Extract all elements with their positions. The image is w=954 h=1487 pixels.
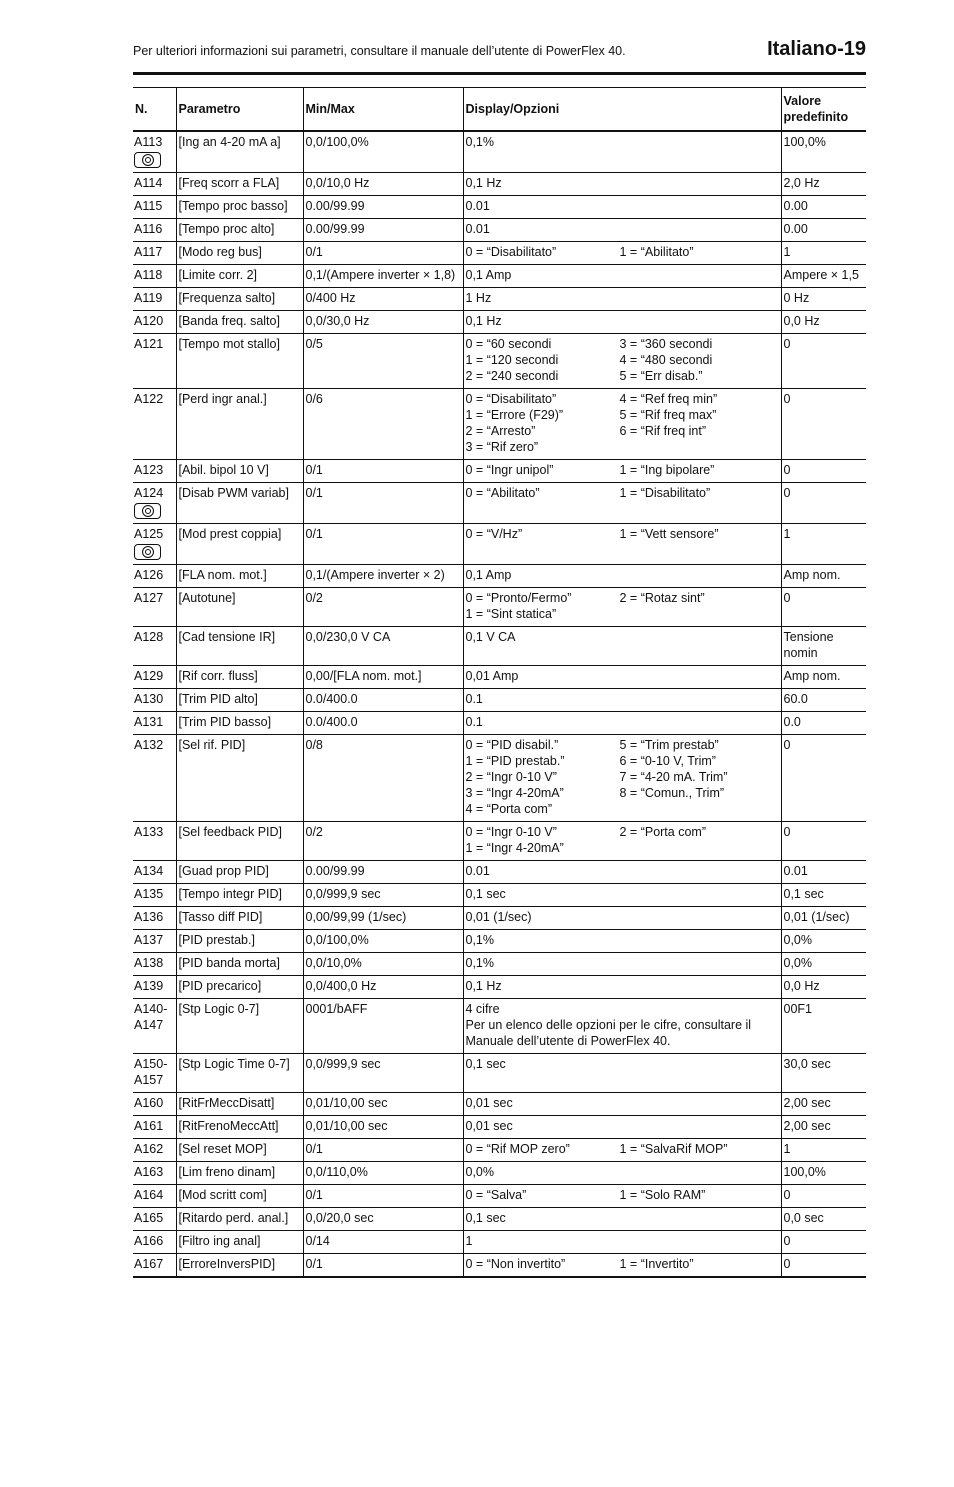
option-item: 7 = “4-20 mA. Trim” — [619, 770, 728, 784]
param-default: Amp nom. — [781, 666, 866, 689]
param-display: 0,1 sec — [463, 1208, 781, 1231]
param-name: [PID prestab.] — [176, 930, 303, 953]
param-number: A166 — [133, 1231, 176, 1254]
param-minmax: 0.00/99.99 — [303, 219, 463, 242]
param-name: [RitFrenoMeccAtt] — [176, 1116, 303, 1139]
param-default: 1 — [781, 524, 866, 565]
option-item: 5 = “Err disab.” — [619, 369, 703, 383]
param-name: [Frequenza salto] — [176, 288, 303, 311]
options-list — [466, 1187, 779, 1203]
option-item: 0 = “Pronto/Fermo” — [465, 591, 572, 605]
param-minmax: 0,0/100,0% — [303, 131, 463, 173]
col-header-no: N. — [133, 88, 176, 132]
param-number: A164 — [133, 1185, 176, 1208]
param-number: A123 — [133, 460, 176, 483]
param-display — [463, 1185, 781, 1208]
param-minmax: 0/1 — [303, 1139, 463, 1162]
param-name: [Modo reg bus] — [176, 242, 303, 265]
param-number: A132 — [133, 735, 176, 822]
param-display: 0,1 Amp — [463, 565, 781, 588]
param-default: 1 — [781, 1139, 866, 1162]
param-minmax: 0.0/400.0 — [303, 689, 463, 712]
param-minmax: 0/1 — [303, 1254, 463, 1278]
table-row — [133, 1116, 866, 1139]
param-minmax: 0,0/230,0 V CA — [303, 627, 463, 666]
param-minmax: 0.0/400.0 — [303, 712, 463, 735]
options-list — [466, 526, 779, 542]
table-row — [133, 907, 866, 930]
param-display: 0,01 sec — [463, 1093, 781, 1116]
param-name: [Sel rif. PID] — [176, 735, 303, 822]
param-display: 1 Hz — [463, 288, 781, 311]
table-row — [133, 884, 866, 907]
param-default: 0 — [781, 588, 866, 627]
param-display — [463, 588, 781, 627]
param-number: A134 — [133, 861, 176, 884]
param-name: [Trim PID alto] — [176, 689, 303, 712]
page-number: Italiano-19 — [767, 38, 866, 60]
options-list — [466, 737, 779, 817]
keypad-icon — [134, 503, 161, 519]
param-name: [Trim PID basso] — [176, 712, 303, 735]
param-number: A118 — [133, 265, 176, 288]
param-minmax: 0,1/(Ampere inverter × 1,8) — [303, 265, 463, 288]
table-row — [133, 265, 866, 288]
option-item — [620, 606, 779, 622]
param-display: 0,1% — [463, 930, 781, 953]
param-minmax: 0/1 — [303, 524, 463, 565]
options-list — [466, 590, 779, 622]
param-display — [463, 735, 781, 822]
param-number: A127 — [133, 588, 176, 627]
param-default: Amp nom. — [781, 565, 866, 588]
param-display — [463, 1254, 781, 1278]
option-item: 0 = “Abilitato” — [465, 486, 540, 500]
table-row — [133, 627, 866, 666]
keypad-icon — [134, 544, 161, 560]
param-default: 0 — [781, 334, 866, 389]
param-number: A121 — [133, 334, 176, 389]
param-name: [Abil. bipol 10 V] — [176, 460, 303, 483]
param-display — [463, 483, 781, 524]
param-name: [Lim freno dinam] — [176, 1162, 303, 1185]
param-number: A119 — [133, 288, 176, 311]
param-minmax: 0.00/99.99 — [303, 196, 463, 219]
param-display: 0,1 sec — [463, 884, 781, 907]
param-name: [Disab PWM variab] — [176, 483, 303, 524]
table-header-row — [133, 88, 866, 132]
table-row — [133, 1093, 866, 1116]
table-row — [133, 1208, 866, 1231]
option-item: 1 = “Ingr 4-20mA” — [465, 841, 564, 855]
option-item: 2 = “Ingr 0-10 V” — [465, 770, 557, 784]
option-item: 2 = “Rotaz sint” — [619, 591, 705, 605]
param-minmax: 0.00/99.99 — [303, 861, 463, 884]
param-name: [Guad prop PID] — [176, 861, 303, 884]
param-display — [463, 334, 781, 389]
param-number: A163 — [133, 1162, 176, 1185]
keypad-icon — [134, 152, 161, 168]
option-item — [620, 801, 779, 817]
option-item: 1 = “Disabilitato” — [619, 486, 711, 500]
param-minmax: 0/6 — [303, 389, 463, 460]
param-default: 2,00 sec — [781, 1116, 866, 1139]
param-default: 0.01 — [781, 861, 866, 884]
param-display: 0.01 — [463, 196, 781, 219]
param-display — [463, 460, 781, 483]
table-row — [133, 334, 866, 389]
param-default: 2,0 Hz — [781, 173, 866, 196]
param-minmax: 0/14 — [303, 1231, 463, 1254]
option-item: 6 = “0-10 V, Trim” — [619, 754, 716, 768]
param-minmax: 0,0/30,0 Hz — [303, 311, 463, 334]
param-display: 0,1% — [463, 953, 781, 976]
option-item: 8 = “Comun., Trim” — [619, 786, 725, 800]
param-minmax: 0/1 — [303, 483, 463, 524]
param-default: 0 — [781, 460, 866, 483]
param-number: A117 — [133, 242, 176, 265]
param-minmax: 0,0/10,0 Hz — [303, 173, 463, 196]
param-display — [463, 524, 781, 565]
param-display: 0,1 Hz — [463, 976, 781, 999]
table-row — [133, 131, 866, 173]
table-row — [133, 1139, 866, 1162]
param-default: 100,0% — [781, 131, 866, 173]
table-row — [133, 311, 866, 334]
option-item: 1 = “Solo RAM” — [619, 1188, 706, 1202]
param-default: 00F1 — [781, 999, 866, 1054]
param-default: 0,0% — [781, 953, 866, 976]
param-default: 1 — [781, 242, 866, 265]
param-name: [Tasso diff PID] — [176, 907, 303, 930]
table-row — [133, 666, 866, 689]
param-display: 4 cifre Per un elenco delle opzioni per le cifre, consultare il Manuale dell’utente di PowerFlex 40. — [463, 999, 781, 1054]
option-item: 0 = “60 secondi — [465, 337, 552, 351]
param-default: 0.00 — [781, 219, 866, 242]
param-number: A114 — [133, 173, 176, 196]
param-number: A150- A157 — [133, 1054, 176, 1093]
option-item: 1 = “Errore (F29)” — [465, 408, 564, 422]
param-number: A137 — [133, 930, 176, 953]
option-item — [620, 840, 779, 856]
param-display: 0,1 Hz — [463, 173, 781, 196]
options-list — [466, 1141, 779, 1157]
param-minmax: 0,1/(Ampere inverter × 2) — [303, 565, 463, 588]
table-row — [133, 953, 866, 976]
param-display: 0,1 Amp — [463, 265, 781, 288]
param-default: 60.0 — [781, 689, 866, 712]
option-item: 4 = “Porta com” — [465, 802, 552, 816]
option-item: 4 = “480 secondi — [619, 353, 713, 367]
table-row — [133, 173, 866, 196]
param-number: A129 — [133, 666, 176, 689]
param-display: 1 — [463, 1231, 781, 1254]
table-body — [133, 131, 866, 1277]
param-number: A122 — [133, 389, 176, 460]
param-display — [463, 389, 781, 460]
option-item: 4 = “Ref freq min” — [619, 392, 718, 406]
param-default: 0 Hz — [781, 288, 866, 311]
col-header-default: Valore predefinito — [781, 88, 866, 132]
param-default: 0 — [781, 1231, 866, 1254]
table-row — [133, 242, 866, 265]
table-row — [133, 288, 866, 311]
option-item: 1 = “Ing bipolare” — [619, 463, 715, 477]
param-name: [Sel reset MOP] — [176, 1139, 303, 1162]
option-item: 0 = “Ingr unipol” — [465, 463, 554, 477]
param-minmax: 0,0/999,9 sec — [303, 1054, 463, 1093]
param-default: 0,01 (1/sec) — [781, 907, 866, 930]
param-number: A116 — [133, 219, 176, 242]
option-item: 1 = “120 secondi — [465, 353, 559, 367]
table-row — [133, 196, 866, 219]
param-default: 0 — [781, 1254, 866, 1278]
table-row — [133, 1231, 866, 1254]
param-number: A165 — [133, 1208, 176, 1231]
options-list — [466, 244, 779, 260]
param-display: 0,1% — [463, 131, 781, 173]
param-minmax: 0,00/99,99 (1/sec) — [303, 907, 463, 930]
option-item: 6 = “Rif freq int” — [619, 424, 706, 438]
param-name: [Filtro ing anal] — [176, 1231, 303, 1254]
param-display: 0,0% — [463, 1162, 781, 1185]
param-name: [Ritardo perd. anal.] — [176, 1208, 303, 1231]
param-display: 0.1 — [463, 712, 781, 735]
param-minmax: 0/1 — [303, 460, 463, 483]
param-number: A167 — [133, 1254, 176, 1278]
option-item: 0 = “V/Hz” — [465, 527, 523, 541]
param-name: [FLA nom. mot.] — [176, 565, 303, 588]
header-rule — [133, 72, 866, 75]
table-row — [133, 219, 866, 242]
param-display — [463, 242, 781, 265]
param-number: A136 — [133, 907, 176, 930]
param-number: A124 — [133, 483, 176, 524]
param-number: A128 — [133, 627, 176, 666]
param-number: A139 — [133, 976, 176, 999]
param-name: [Freq scorr a FLA] — [176, 173, 303, 196]
param-minmax: 0,0/100,0% — [303, 930, 463, 953]
param-default: Ampere × 1,5 — [781, 265, 866, 288]
param-minmax: 0,01/10,00 sec — [303, 1093, 463, 1116]
param-display: 0,01 Amp — [463, 666, 781, 689]
param-name: [Tempo proc alto] — [176, 219, 303, 242]
param-name: [PID precarico] — [176, 976, 303, 999]
param-minmax: 0,0/999,9 sec — [303, 884, 463, 907]
param-default: 30,0 sec — [781, 1054, 866, 1093]
param-display: 0,01 (1/sec) — [463, 907, 781, 930]
param-name: [Mod prest coppia] — [176, 524, 303, 565]
param-minmax: 0/5 — [303, 334, 463, 389]
options-list — [466, 485, 779, 501]
parameter-table — [133, 87, 866, 1278]
param-minmax: 0,0/20,0 sec — [303, 1208, 463, 1231]
option-item: 1 = “SalvaRif MOP” — [619, 1142, 728, 1156]
option-item: 0 = “Non invertito” — [465, 1257, 566, 1271]
param-name: [Sel feedback PID] — [176, 822, 303, 861]
param-default: 0,1 sec — [781, 884, 866, 907]
param-default: 0.0 — [781, 712, 866, 735]
param-default: 0 — [781, 389, 866, 460]
param-default: 0,0 sec — [781, 1208, 866, 1231]
options-list — [466, 391, 779, 455]
param-default: 0,0 Hz — [781, 311, 866, 334]
param-name: [Banda freq. salto] — [176, 311, 303, 334]
param-minmax: 0,0/110,0% — [303, 1162, 463, 1185]
page-header — [133, 38, 866, 68]
param-display: 0,1 Hz — [463, 311, 781, 334]
table-row — [133, 1162, 866, 1185]
param-number: A131 — [133, 712, 176, 735]
param-minmax: 0/8 — [303, 735, 463, 822]
param-display: 0,1 sec — [463, 1054, 781, 1093]
option-item: 3 = “Rif zero” — [465, 440, 539, 454]
table-row — [133, 861, 866, 884]
param-minmax: 0/1 — [303, 242, 463, 265]
param-minmax: 0/2 — [303, 822, 463, 861]
param-default: 2,00 sec — [781, 1093, 866, 1116]
option-item: 0 = “Disabilitato” — [465, 392, 557, 406]
option-item: 0 = “Disabilitato” — [465, 245, 557, 259]
table-row — [133, 524, 866, 565]
param-name: [Autotune] — [176, 588, 303, 627]
param-name: [Mod scritt com] — [176, 1185, 303, 1208]
param-number: A162 — [133, 1139, 176, 1162]
table-row — [133, 483, 866, 524]
param-default: 0 — [781, 735, 866, 822]
param-minmax: 0,0/10,0% — [303, 953, 463, 976]
option-item: 1 = “Invertito” — [619, 1257, 694, 1271]
option-item: 1 = “Vett sensore” — [619, 527, 719, 541]
table-row — [133, 588, 866, 627]
header-note: Per ulteriori informazioni sui parametri, consultare il manuale dell’utente di PowerFlex 40. — [133, 44, 626, 58]
option-item: 2 = “Arresto” — [465, 424, 536, 438]
option-item: 1 = “Sint statica” — [465, 607, 557, 621]
option-item: 0 = “Salva” — [465, 1188, 527, 1202]
param-display: 0,01 sec — [463, 1116, 781, 1139]
param-number: A161 — [133, 1116, 176, 1139]
param-minmax: 0001/bAFF — [303, 999, 463, 1054]
param-number: A115 — [133, 196, 176, 219]
param-name: [Tempo proc basso] — [176, 196, 303, 219]
param-display: 0,1 V CA — [463, 627, 781, 666]
param-number: A135 — [133, 884, 176, 907]
option-item: 2 = “Porta com” — [619, 825, 706, 839]
param-name: [Tempo integr PID] — [176, 884, 303, 907]
option-item — [620, 439, 779, 455]
option-item: 2 = “240 secondi — [465, 369, 559, 383]
options-list — [466, 824, 779, 856]
table-row — [133, 976, 866, 999]
param-number: A160 — [133, 1093, 176, 1116]
param-default: 0 — [781, 1185, 866, 1208]
param-default: 0 — [781, 822, 866, 861]
param-minmax: 0/2 — [303, 588, 463, 627]
param-name: [Tempo mot stallo] — [176, 334, 303, 389]
param-name: [ErroreInversPID] — [176, 1254, 303, 1278]
param-number: A126 — [133, 565, 176, 588]
param-default: 0,0% — [781, 930, 866, 953]
param-number: A140- A147 — [133, 999, 176, 1054]
param-default: 100,0% — [781, 1162, 866, 1185]
table-row — [133, 1185, 866, 1208]
option-item: 0 = “Ingr 0-10 V” — [465, 825, 557, 839]
col-header-minmax: Min/Max — [303, 88, 463, 132]
param-number: A120 — [133, 311, 176, 334]
option-item: 3 = “360 secondi — [619, 337, 713, 351]
param-default: 0 — [781, 483, 866, 524]
option-item: 5 = “Trim prestab” — [619, 738, 719, 752]
option-item: 1 = “PID prestab.” — [465, 754, 565, 768]
param-minmax: 0,0/400,0 Hz — [303, 976, 463, 999]
param-default: 0,0 Hz — [781, 976, 866, 999]
option-item: 1 = “Abilitato” — [619, 245, 694, 259]
table-row — [133, 689, 866, 712]
table-row — [133, 1254, 866, 1278]
option-item: 0 = “Rif MOP zero” — [465, 1142, 570, 1156]
param-display — [463, 1139, 781, 1162]
param-name: [RitFrMeccDisatt] — [176, 1093, 303, 1116]
table-row — [133, 565, 866, 588]
table-row — [133, 822, 866, 861]
param-minmax: 0,01/10,00 sec — [303, 1116, 463, 1139]
table-row — [133, 460, 866, 483]
param-name: [Perd ingr anal.] — [176, 389, 303, 460]
table-row — [133, 712, 866, 735]
param-name: [Cad tensione IR] — [176, 627, 303, 666]
param-number: A138 — [133, 953, 176, 976]
table-row — [133, 999, 866, 1054]
table-row — [133, 735, 866, 822]
option-item: 5 = “Rif freq max” — [619, 408, 717, 422]
option-item: 3 = “Ingr 4-20mA” — [465, 786, 564, 800]
param-default: Tensione nomin — [781, 627, 866, 666]
param-name: [Limite corr. 2] — [176, 265, 303, 288]
param-number: A113 — [133, 131, 176, 173]
options-list — [466, 336, 779, 384]
table-row — [133, 930, 866, 953]
param-minmax: 0/400 Hz — [303, 288, 463, 311]
param-display — [463, 822, 781, 861]
param-name: [Ing an 4-20 mA a] — [176, 131, 303, 173]
param-display: 0.1 — [463, 689, 781, 712]
param-name: [Rif corr. fluss] — [176, 666, 303, 689]
param-minmax: 0/1 — [303, 1185, 463, 1208]
param-number: A133 — [133, 822, 176, 861]
param-name: [Stp Logic Time 0-7] — [176, 1054, 303, 1093]
param-name: [PID banda morta] — [176, 953, 303, 976]
table-row — [133, 389, 866, 460]
table-row — [133, 1054, 866, 1093]
param-minmax: 0,00/[FLA nom. mot.] — [303, 666, 463, 689]
option-item: 0 = “PID disabil.” — [465, 738, 559, 752]
param-default: 0.00 — [781, 196, 866, 219]
col-header-display: Display/Opzioni — [463, 88, 781, 132]
param-display: 0.01 — [463, 861, 781, 884]
options-list — [466, 462, 779, 478]
param-display: 0.01 — [463, 219, 781, 242]
param-number: A125 — [133, 524, 176, 565]
col-header-parameter: Parametro — [176, 88, 303, 132]
options-list — [466, 1256, 779, 1272]
param-number: A130 — [133, 689, 176, 712]
param-name: [Stp Logic 0-7] — [176, 999, 303, 1054]
